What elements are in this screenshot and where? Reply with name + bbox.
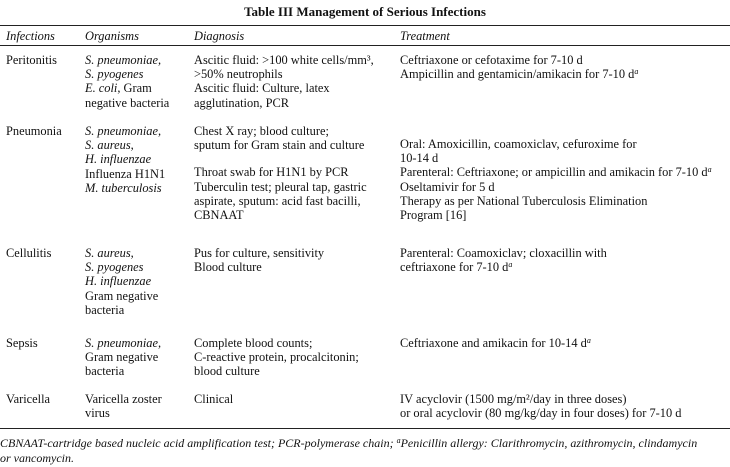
table-row-peritonitis-infection: Peritonitis — [6, 53, 57, 67]
treatment-line: or oral acyclovir (80 mg/kg/day in four doses) for 7-10 d — [400, 406, 682, 421]
organism-line: E. coli, Gram — [85, 81, 152, 96]
organism-line: S. pyogenes — [85, 260, 144, 275]
organism-line: Varicella zoster — [85, 392, 162, 406]
diagnosis-line: CBNAAT — [194, 208, 244, 223]
diagnosis-line: Tuberculin test; pleural tap, gastric — [194, 179, 367, 194]
footnote-text: Penicillin allergy: Clarithromycin, azithromycin, clindamycin — [400, 436, 698, 450]
table-row-cellulitis-treatment — [400, 246, 607, 274]
organism-ecoli: E. coli — [85, 81, 118, 96]
organism-line: S. pneumoniae, — [85, 124, 162, 138]
treatment-text: Parenteral: Ceftriaxone; or ampicillin and amikacin for 7-10 d — [400, 165, 708, 180]
diagnosis-line: C-reactive protein, procalcitonin; — [194, 350, 359, 365]
diagnosis-line: Blood culture — [194, 260, 262, 275]
table-row-cellulitis-diagnosis — [194, 246, 324, 274]
treatment-line: Oseltamivir for 5 d — [400, 179, 495, 194]
footnote-marker: a — [586, 336, 591, 345]
header-treatment: Treatment — [400, 29, 450, 43]
table-title: Table III Management of Serious Infections — [244, 4, 486, 19]
header-organisms: Organisms — [85, 29, 139, 43]
footnote-line — [0, 436, 730, 451]
diagnosis-line: >50% neutrophils — [194, 67, 283, 82]
diagnosis-line: aspirate, sputum: acid fast bacilli, — [194, 193, 361, 208]
organism-line: virus — [85, 406, 110, 421]
footnote-marker: a — [707, 165, 712, 175]
treatment-line: Therapy as per National Tuberculosis Elimination — [400, 193, 648, 208]
table-row-peritonitis-treatment — [400, 53, 638, 81]
treatment-line — [400, 260, 607, 274]
table-row-sepsis-diagnosis — [194, 336, 359, 379]
diagnosis-line: Clinical — [194, 392, 234, 406]
organism-line: S. pneumoniae, — [85, 53, 162, 67]
organism-line: Gram negative — [85, 288, 159, 303]
top-rule — [0, 25, 730, 26]
treatment-line: Parenteral: Coamoxiclav; cloxacillin with — [400, 246, 607, 260]
organism-line: H. influenzae — [85, 274, 152, 289]
header-diagnosis: Diagnosis — [194, 29, 245, 43]
treatment-text: Ampicillin and gentamicin/amikacin for 7-10 d — [400, 67, 635, 82]
header-infections: Infections — [6, 29, 55, 43]
table-row-pneumonia-diagnosis — [194, 124, 367, 222]
table-footnote — [0, 436, 730, 466]
treatment-line: Ceftriaxone or cefotaxime for 7-10 d — [400, 53, 583, 67]
footnote-marker: a — [508, 260, 513, 270]
treatment-line — [400, 67, 638, 81]
table-row-varicella-infection: Varicella — [6, 392, 51, 406]
diagnosis-line: Throat swab for H1N1 by PCR — [194, 165, 349, 180]
table-row-pneumonia-treatment — [400, 124, 712, 222]
table-row-sepsis-organisms — [85, 336, 161, 379]
table-row-varicella-treatment — [400, 392, 681, 420]
header-rule — [0, 45, 730, 46]
organism-line: S. pneumoniae, — [85, 336, 162, 350]
table-row-sepsis-infection: Sepsis — [6, 336, 38, 350]
footnote-marker: a — [396, 436, 401, 445]
treatment-text: Ceftriaxone and amikacin for 10-14 d — [400, 336, 587, 350]
diagnosis-line: Ascitic fluid: >100 white cells/mm³, — [194, 53, 374, 67]
footnote-marker: a — [634, 67, 639, 77]
footnote-text: CBNAAT-cartridge based nucleic acid amplification test; PCR-polymerase chain; — [0, 436, 397, 450]
table-row-varicella-organisms — [85, 392, 162, 420]
treatment-line — [400, 336, 591, 350]
bottom-rule — [0, 428, 730, 429]
table-row-cellulitis-infection: Cellulitis — [6, 246, 52, 260]
organism-line: S. aureus, — [85, 138, 134, 153]
treatment-line: IV acyclovir (1500 mg/m²/day in three doses) — [400, 392, 627, 406]
diagnosis-line: agglutination, PCR — [194, 95, 289, 110]
organism-line: S. aureus, — [85, 246, 134, 260]
diagnosis-line: Ascitic fluid: Culture, latex — [194, 81, 330, 96]
organism-line: bacteria — [85, 302, 125, 317]
table-row-pneumonia-infection: Pneumonia — [6, 124, 62, 138]
table-row-cellulitis-organisms — [85, 246, 158, 317]
diagnosis-line: Complete blood counts; — [194, 336, 313, 350]
treatment-line: 10-14 d — [400, 151, 439, 166]
treatment-line: Oral: Amoxicillin, coamoxiclav, cefuroxime for — [400, 137, 637, 151]
table-row-sepsis-treatment — [400, 336, 591, 350]
diagnosis-line: Pus for culture, sensitivity — [194, 246, 325, 260]
organism-line: S. pyogenes — [85, 67, 144, 82]
organism-line: H. influenzae — [85, 152, 152, 167]
table-row-peritonitis-diagnosis — [194, 53, 374, 110]
diagnosis-line: sputum for Gram stain and culture — [194, 138, 365, 153]
organism-line: negative bacteria — [85, 95, 170, 110]
table-row-pneumonia-organisms — [85, 124, 165, 195]
treatment-line — [400, 165, 712, 179]
footnote-line: or vancomycin. — [0, 451, 74, 465]
treatment-line: Program [16] — [400, 208, 467, 223]
organism-line: Influenza H1N1 — [85, 166, 166, 181]
diagnosis-line: blood culture — [194, 364, 260, 379]
organism-line: bacteria — [85, 364, 125, 379]
table-row-peritonitis-organisms — [85, 53, 169, 110]
organism-line: Gram negative — [85, 350, 159, 365]
treatment-text: ceftriaxone for 7-10 d — [400, 260, 509, 275]
diagnosis-line: Chest X ray; blood culture; — [194, 124, 329, 138]
table-row-varicella-diagnosis — [194, 392, 233, 406]
organism-line: M. tuberculosis — [85, 180, 162, 195]
